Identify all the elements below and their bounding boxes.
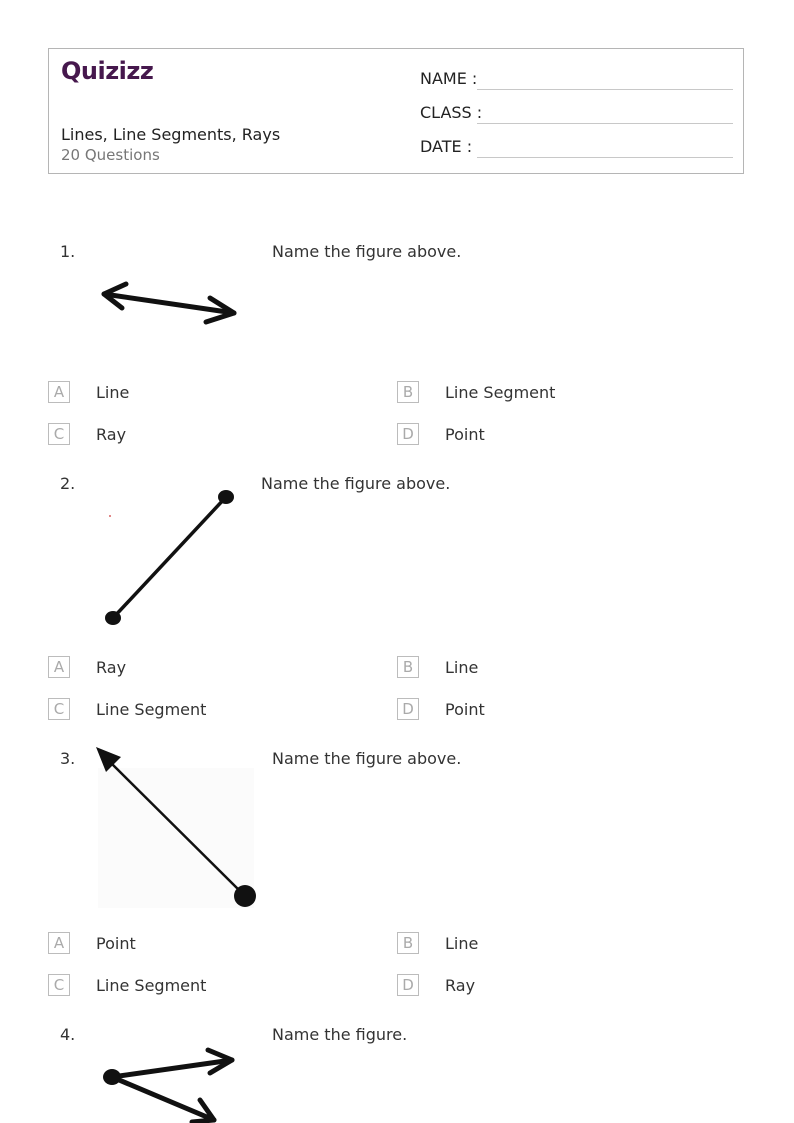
option-c-box[interactable]: C [48,974,70,996]
question-number: 1. [60,242,76,261]
option-c-text: Ray [96,425,127,444]
option-d-text: Ray [445,976,476,995]
angle-rays-figure-icon [96,1042,246,1123]
option-a-text: Ray [96,658,127,677]
quizizz-logo: Quizizz [61,57,154,85]
name-line [477,89,733,90]
question-number: 4. [60,1025,76,1044]
option-b-box[interactable]: B [397,932,419,954]
option-d-box[interactable]: D [397,423,419,445]
question-prompt: Name the figure above. [272,242,462,261]
line-segment-figure-icon [98,484,244,630]
option-d-box[interactable]: D [397,698,419,720]
option-b-box[interactable]: B [397,381,419,403]
option-c-box[interactable]: C [48,698,70,720]
option-c-box[interactable]: C [48,423,70,445]
question-count: 20 Questions [61,146,160,164]
ray-figure-icon [94,744,260,910]
option-d-box[interactable]: D [397,974,419,996]
option-b-text: Line Segment [445,383,556,402]
double-arrow-line-icon [96,276,246,332]
option-c-text: Line Segment [96,700,207,719]
option-a-box[interactable]: A [48,656,70,678]
question-number: 2. [60,474,76,493]
class-line [477,123,733,124]
option-a-box[interactable]: A [48,381,70,403]
class-label: CLASS : [420,103,483,122]
option-b-text: Line [445,658,479,677]
option-d-text: Point [445,425,485,444]
question-prompt: Name the figure. [272,1025,408,1044]
question-number: 3. [60,749,76,768]
worksheet-header [48,48,744,174]
option-c-text: Line Segment [96,976,207,995]
worksheet-title: Lines, Line Segments, Rays [61,125,281,144]
option-a-text: Point [96,934,136,953]
option-a-text: Line [96,383,130,402]
question-prompt: Name the figure above. [272,749,462,768]
option-d-text: Point [445,700,485,719]
date-label: DATE : [420,137,473,156]
date-line [477,157,733,158]
name-label: NAME : [420,69,478,88]
question-prompt: Name the figure above. [261,474,451,493]
option-a-box[interactable]: A [48,932,70,954]
option-b-text: Line [445,934,479,953]
option-b-box[interactable]: B [397,656,419,678]
